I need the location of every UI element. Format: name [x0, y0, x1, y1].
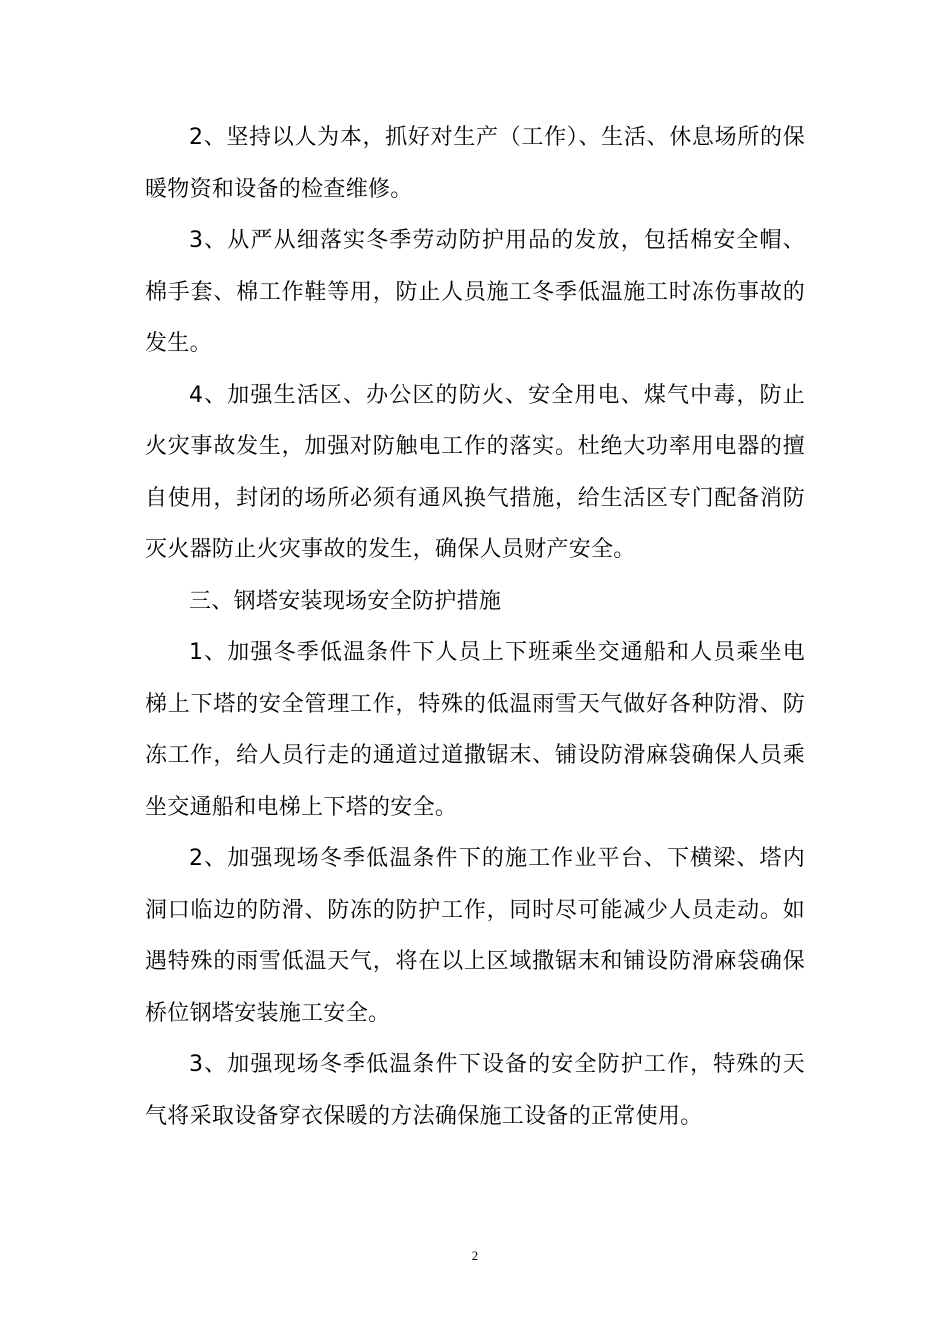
paragraph-platform-safety: 2、加强现场冬季低温条件下的施工作业平台、下横梁、塔内洞口临边的防滑、防冻的防护工作，同时尽可能减少人员走动。如遇特殊的雨雪低温天气，将在以上区域撒锯末和铺设防滑麻袋确保桥位钢塔安装施工安全。 [145, 846, 805, 1026]
page-number: 2 [471, 1248, 479, 1263]
paragraph-fire-prevention: 4、加强生活区、办公区的防火、安全用电、煤气中毒，防止火灾事故发生，加强对防触电工作的落实。杜绝大功率用电器的擅自使用，封闭的场所必须有通风换气措施，给生活区专门配备消防灭火器防止火灾事故的发生，确保人员财产安全。 [145, 382, 805, 562]
paragraph-protective-equipment: 3、从严从细落实冬季劳动防护用品的发放，包括棉安全帽、棉手套、棉工作鞋等用，防止人员施工冬季低温施工时冻伤事故的发生。 [145, 228, 805, 356]
paragraph-heating-maintenance: 2、坚持以人为本，抓好对生产（工作）、生活、休息场所的保暖物资和设备的检查维修。 [145, 125, 805, 202]
paragraph-commute-safety: 1、加强冬季低温条件下人员上下班乘坐交通船和人员乘坐电梯上下塔的安全管理工作，特殊的低温雨雪天气做好各种防滑、防冻工作，给人员行走的通道过道撒锯末、铺设防滑麻袋确保人员乘坐交通船和电梯上下塔的安全。 [145, 640, 805, 820]
section-heading-tower-safety: 三、钢塔安装现场安全防护措施 [189, 588, 502, 614]
document-body [145, 112, 805, 1142]
paragraph-equipment-protection: 3、加强现场冬季低温条件下设备的安全防护工作，特殊的天气将采取设备穿衣保暖的方法确保施工设备的正常使用。 [145, 1052, 805, 1129]
